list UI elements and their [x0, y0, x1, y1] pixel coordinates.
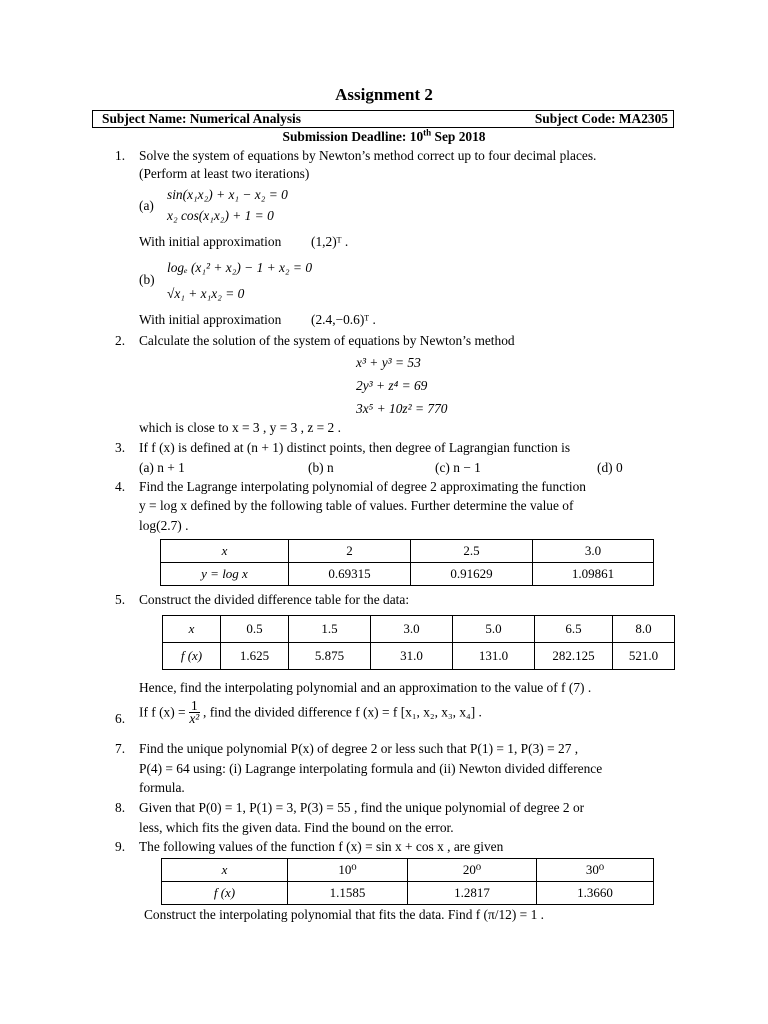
question-6-prefix: If f (x) =: [139, 704, 186, 720]
table-cell: 282.125: [535, 643, 613, 670]
table-cell: 31.0: [371, 643, 453, 670]
question-1-number: 1.: [115, 148, 126, 163]
question-3-option-c: (c) n − 1: [435, 460, 481, 475]
table-row: [163, 616, 675, 643]
question-8-text: Given that P(0) = 1, P(1) = 3, P(3) = 55 , find the unique polynomial of degree 2 or: [139, 800, 585, 815]
question-4-text: Find the Lagrange interpolating polynomial of degree 2 approximating the function: [139, 479, 586, 494]
question-2-equation-3: 3x⁵ + 10z² = 770: [356, 401, 448, 416]
table-header-cell: 10⁰: [288, 859, 408, 882]
table-header-cell: x: [161, 540, 289, 563]
question-8-text-2: less, which fits the given data. Find the bound on the error.: [139, 820, 454, 835]
question-1a-equation-2: x₂ cos(x₁x₂) + 1 = 0: [167, 208, 274, 223]
question-5-text-2: Hence, find the interpolating polynomial and an approximation to the value of f (7) .: [139, 680, 592, 695]
question-1b-equation-2: √x₁ + x₁x₂ = 0: [167, 286, 245, 301]
question-1b-initial-value: (2.4,−0.6)ᵀ .: [311, 312, 376, 327]
question-1b-initial-text: With initial approximation: [139, 312, 282, 327]
deadline-sup: th: [423, 127, 432, 138]
question-6-suffix: , find the divided difference f (x) = f [x₁, x₂, x₃, x₄] .: [203, 704, 482, 720]
question-3-option-d: (d) 0: [597, 460, 623, 475]
question-8-number: 8.: [115, 800, 126, 815]
table-cell: 521.0: [613, 643, 675, 670]
table-header-cell: 30⁰: [537, 859, 654, 882]
question-6-text: [139, 700, 482, 725]
table-header-cell: 3.0: [533, 540, 654, 563]
question-9-text-2: Construct the interpolating polynomial that fits the data. Find f (π/12) = 1 .: [144, 907, 544, 922]
question-5-text: Construct the divided difference table for the data:: [139, 592, 410, 607]
question-2-text: Calculate the solution of the system of equations by Newton’s method: [139, 333, 515, 348]
fraction-denominator: x²: [189, 711, 200, 726]
table-header-cell: 5.0: [453, 616, 535, 643]
table-header-cell: 2.5: [411, 540, 533, 563]
table-cell: 1.09861: [533, 563, 654, 586]
question-5-number: 5.: [115, 592, 126, 607]
question-2-close-text: which is close to x = 3 , y = 3 , z = 2 .: [139, 420, 341, 435]
question-7-text-3: formula.: [139, 780, 185, 795]
table-header-cell: x: [162, 859, 288, 882]
question-6-number: 6.: [115, 711, 126, 726]
subject-name: Subject Name: Numerical Analysis: [102, 111, 301, 126]
table-header-cell: 20⁰: [408, 859, 537, 882]
question-4-table: [160, 539, 654, 586]
question-9-table: [161, 858, 654, 905]
table-cell: 0.69315: [289, 563, 411, 586]
question-1a-equation-1: sin(x₁x₂) + x₁ − x₂ = 0: [167, 187, 288, 202]
table-cell: 5.875: [289, 643, 371, 670]
table-cell: 131.0: [453, 643, 535, 670]
question-2-equation-2: 2y³ + z⁴ = 69: [356, 378, 428, 393]
table-cell: y = log x: [161, 563, 289, 586]
question-1a-initial-text: With initial approximation: [139, 234, 282, 249]
table-cell: 0.91629: [411, 563, 533, 586]
question-9-number: 9.: [115, 839, 126, 854]
question-1a-initial-value: (1,2)ᵀ .: [311, 234, 349, 249]
table-row: [162, 859, 654, 882]
question-1a-label: (a): [139, 198, 154, 213]
table-header-cell: 6.5: [535, 616, 613, 643]
table-cell: f (x): [162, 882, 288, 905]
question-5-table: [162, 615, 675, 670]
question-7-text-2: P(4) = 64 using: (i) Lagrange interpolating formula and (ii) Newton divided difference: [139, 761, 603, 776]
fraction-numerator: 1: [190, 698, 198, 713]
table-row: [161, 540, 654, 563]
question-1b-equation-1: logₑ (x₁² + x₂) − 1 + x₂ = 0: [167, 260, 313, 275]
question-1b-label: (b): [139, 272, 155, 287]
table-cell: 1.625: [221, 643, 289, 670]
question-3-number: 3.: [115, 440, 126, 455]
question-2-equation-1: x³ + y³ = 53: [356, 355, 421, 370]
table-cell: 1.1585: [288, 882, 408, 905]
table-cell: 1.3660: [537, 882, 654, 905]
table-row: [161, 563, 654, 586]
table-row: [162, 882, 654, 905]
question-7-text: Find the unique polynomial P(x) of degree 2 or less such that P(1) = 1, P(3) = 27 ,: [139, 741, 579, 756]
deadline-suffix: Sep 2018: [431, 129, 486, 144]
table-header-cell: 2: [289, 540, 411, 563]
question-4-number: 4.: [115, 479, 126, 494]
subject-box: [92, 110, 674, 128]
question-1-text-2: (Perform at least two iterations): [139, 166, 310, 181]
deadline-prefix: Submission Deadline: 10: [282, 129, 424, 144]
question-4-text-3: log(2.7) .: [139, 518, 189, 533]
question-1-text: Solve the system of equations by Newton’s method correct up to four decimal places.: [139, 148, 597, 163]
question-3-option-b: (b) n: [308, 460, 334, 475]
question-3-option-a: (a) n + 1: [139, 460, 185, 475]
table-header-cell: 8.0: [613, 616, 675, 643]
question-9-text: The following values of the function f (x) = sin x + cos x , are given: [139, 839, 504, 854]
question-7-number: 7.: [115, 741, 126, 756]
submission-deadline: [0, 128, 768, 146]
table-row: [163, 643, 675, 670]
table-header-cell: 3.0: [371, 616, 453, 643]
table-cell: 1.2817: [408, 882, 537, 905]
table-header-cell: 0.5: [221, 616, 289, 643]
table-cell: f (x): [163, 643, 221, 670]
question-3-text: If f (x) is defined at (n + 1) distinct points, then degree of Lagrangian function is: [139, 440, 571, 455]
fraction: [189, 700, 200, 725]
question-4-text-2: y = log x defined by the following table of values. Further determine the value of: [139, 498, 574, 513]
question-2-number: 2.: [115, 333, 126, 348]
table-header-cell: x: [163, 616, 221, 643]
subject-code: Subject Code: MA2305: [534, 111, 668, 126]
table-header-cell: 1.5: [289, 616, 371, 643]
page-title: Assignment 2: [335, 85, 433, 104]
